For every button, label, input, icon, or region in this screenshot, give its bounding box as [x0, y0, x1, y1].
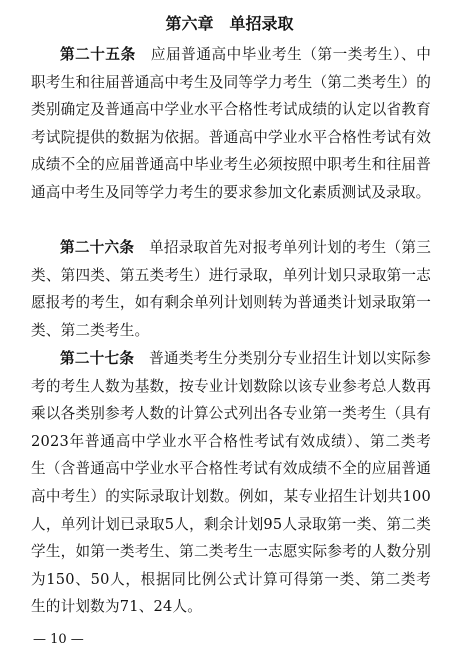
article-26-gap	[134, 239, 149, 256]
article-25-number: 第二十五条	[60, 46, 136, 63]
article-27-number: 第二十七条	[60, 350, 135, 367]
article-25	[31, 41, 431, 207]
chapter-title: 第六章 单招录取	[165, 14, 294, 33]
article-26-number: 第二十六条	[60, 239, 135, 256]
article-25-gap	[136, 46, 151, 63]
article-25-text: 应届普通高中毕业考生（第一类考生）、中职考生和往届普通高中考生及同等学力考生（第二类考生）的类别确定及普通高中学业水平合格性考试成绩的认定以省教育考试院提供的数据为依据。普通高中学业水平合格性考试有效成绩不全的应届普通高中毕业考生必须按照中职考生和往届普通高中考生及同等学力考生的要求参加文化素质测试及录取。	[31, 46, 431, 201]
page-number: — 10 —	[33, 632, 84, 647]
article-27-gap	[134, 350, 149, 367]
article-27	[31, 345, 431, 621]
article-26	[31, 234, 431, 344]
article-27-text: 普通类考生分类别分专业招生计划以实际参考的考生人数为基数，按专业计划数除以该专业参考总人数再乘以各类别参考人数的计算公式列出各专业第一类考生（具有2023年普通高中学业水平合格性考试有效成绩）、第二类考生（含普通高中学业水平合格性考试有效成绩不全的应届普通高中考生）的实际录取计划数。例如，某专业招生计划共100人，单列计划已录取5人，剩余计划95人录取第一类、第二类学生，如第一类考生、第二类考生一志愿实际参考的人数分别为150、50人，根据同比例公式计算可得第一类、第二类考生的计划数为71、24人。	[31, 350, 431, 616]
article-26-text: 单招录取首先对报考单列计划的考生（第三类、第四类、第五类考生）进行录取，单列计划只录取第一志愿报考的考生，如有剩余单列计划则转为普通类计划录取第一类、第二类考生。	[31, 239, 431, 339]
